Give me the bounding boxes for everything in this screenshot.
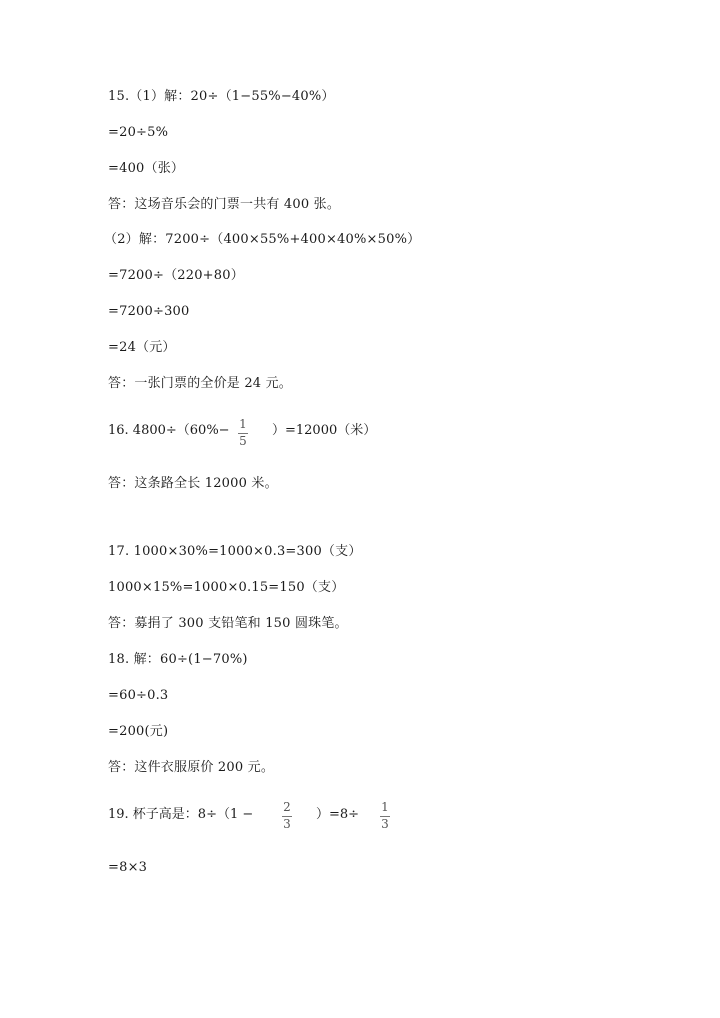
q16-fraction-denominator: 5 [239,434,247,448]
q15-part1-step3: =400（张） [108,161,185,176]
q19-fraction-2-denominator: 3 [381,817,389,831]
q19-fraction-2 [380,801,390,831]
q17-step1: 17. 1000×30%=1000×0.3=300（支） [108,544,362,559]
q17-answer: 答：募捐了 300 支铅笔和 150 圆珠笔。 [108,616,348,631]
q15-part1-step2: =20÷5% [108,125,169,140]
q19-fraction-1 [282,801,292,831]
q18-step3: =200(元) [108,724,169,739]
q16-equation-right: ）=12000（米） [272,423,377,438]
q16-equation-left: 16. 4800÷（60%− [108,423,230,438]
q15-part2-answer: 答：一张门票的全价是 24 元。 [108,376,293,391]
q19-step2: =8×3 [108,860,148,875]
q18-answer: 答：这件衣服原价 200 元。 [108,760,275,775]
q19-fraction-1-denominator: 3 [283,817,291,831]
q16-answer: 答：这条路全长 12000 米。 [108,476,278,491]
q17-step2: 1000×15%=1000×0.15=150（支） [108,580,345,595]
q16-fraction-numerator: 1 [239,417,247,431]
q19-equation-middle: ）=8÷ [316,807,360,822]
q15-part1-answer: 答：这场音乐会的门票一共有 400 张。 [108,197,341,212]
q15-part2-step2: =7200÷（220+80） [108,268,244,283]
q15-part2-step4: =24（元） [108,340,176,355]
q16-fraction [238,418,248,448]
q18-step2: =60÷0.3 [108,688,169,703]
q19-fraction-2-numerator: 1 [381,800,389,814]
q18-step1: 18. 解：60÷(1−70%) [108,652,248,667]
q15-part2-step1: （2）解：7200÷（400×55%+400×40%×50%） [104,232,421,247]
q19-fraction-1-numerator: 2 [283,800,291,814]
q15-part2-step3: =7200÷300 [108,304,190,319]
q19-equation-left: 19. 杯子高是：8÷（1 − [108,807,254,822]
q15-part1-step1: 15.（1）解：20÷（1−55%−40%） [108,89,335,104]
